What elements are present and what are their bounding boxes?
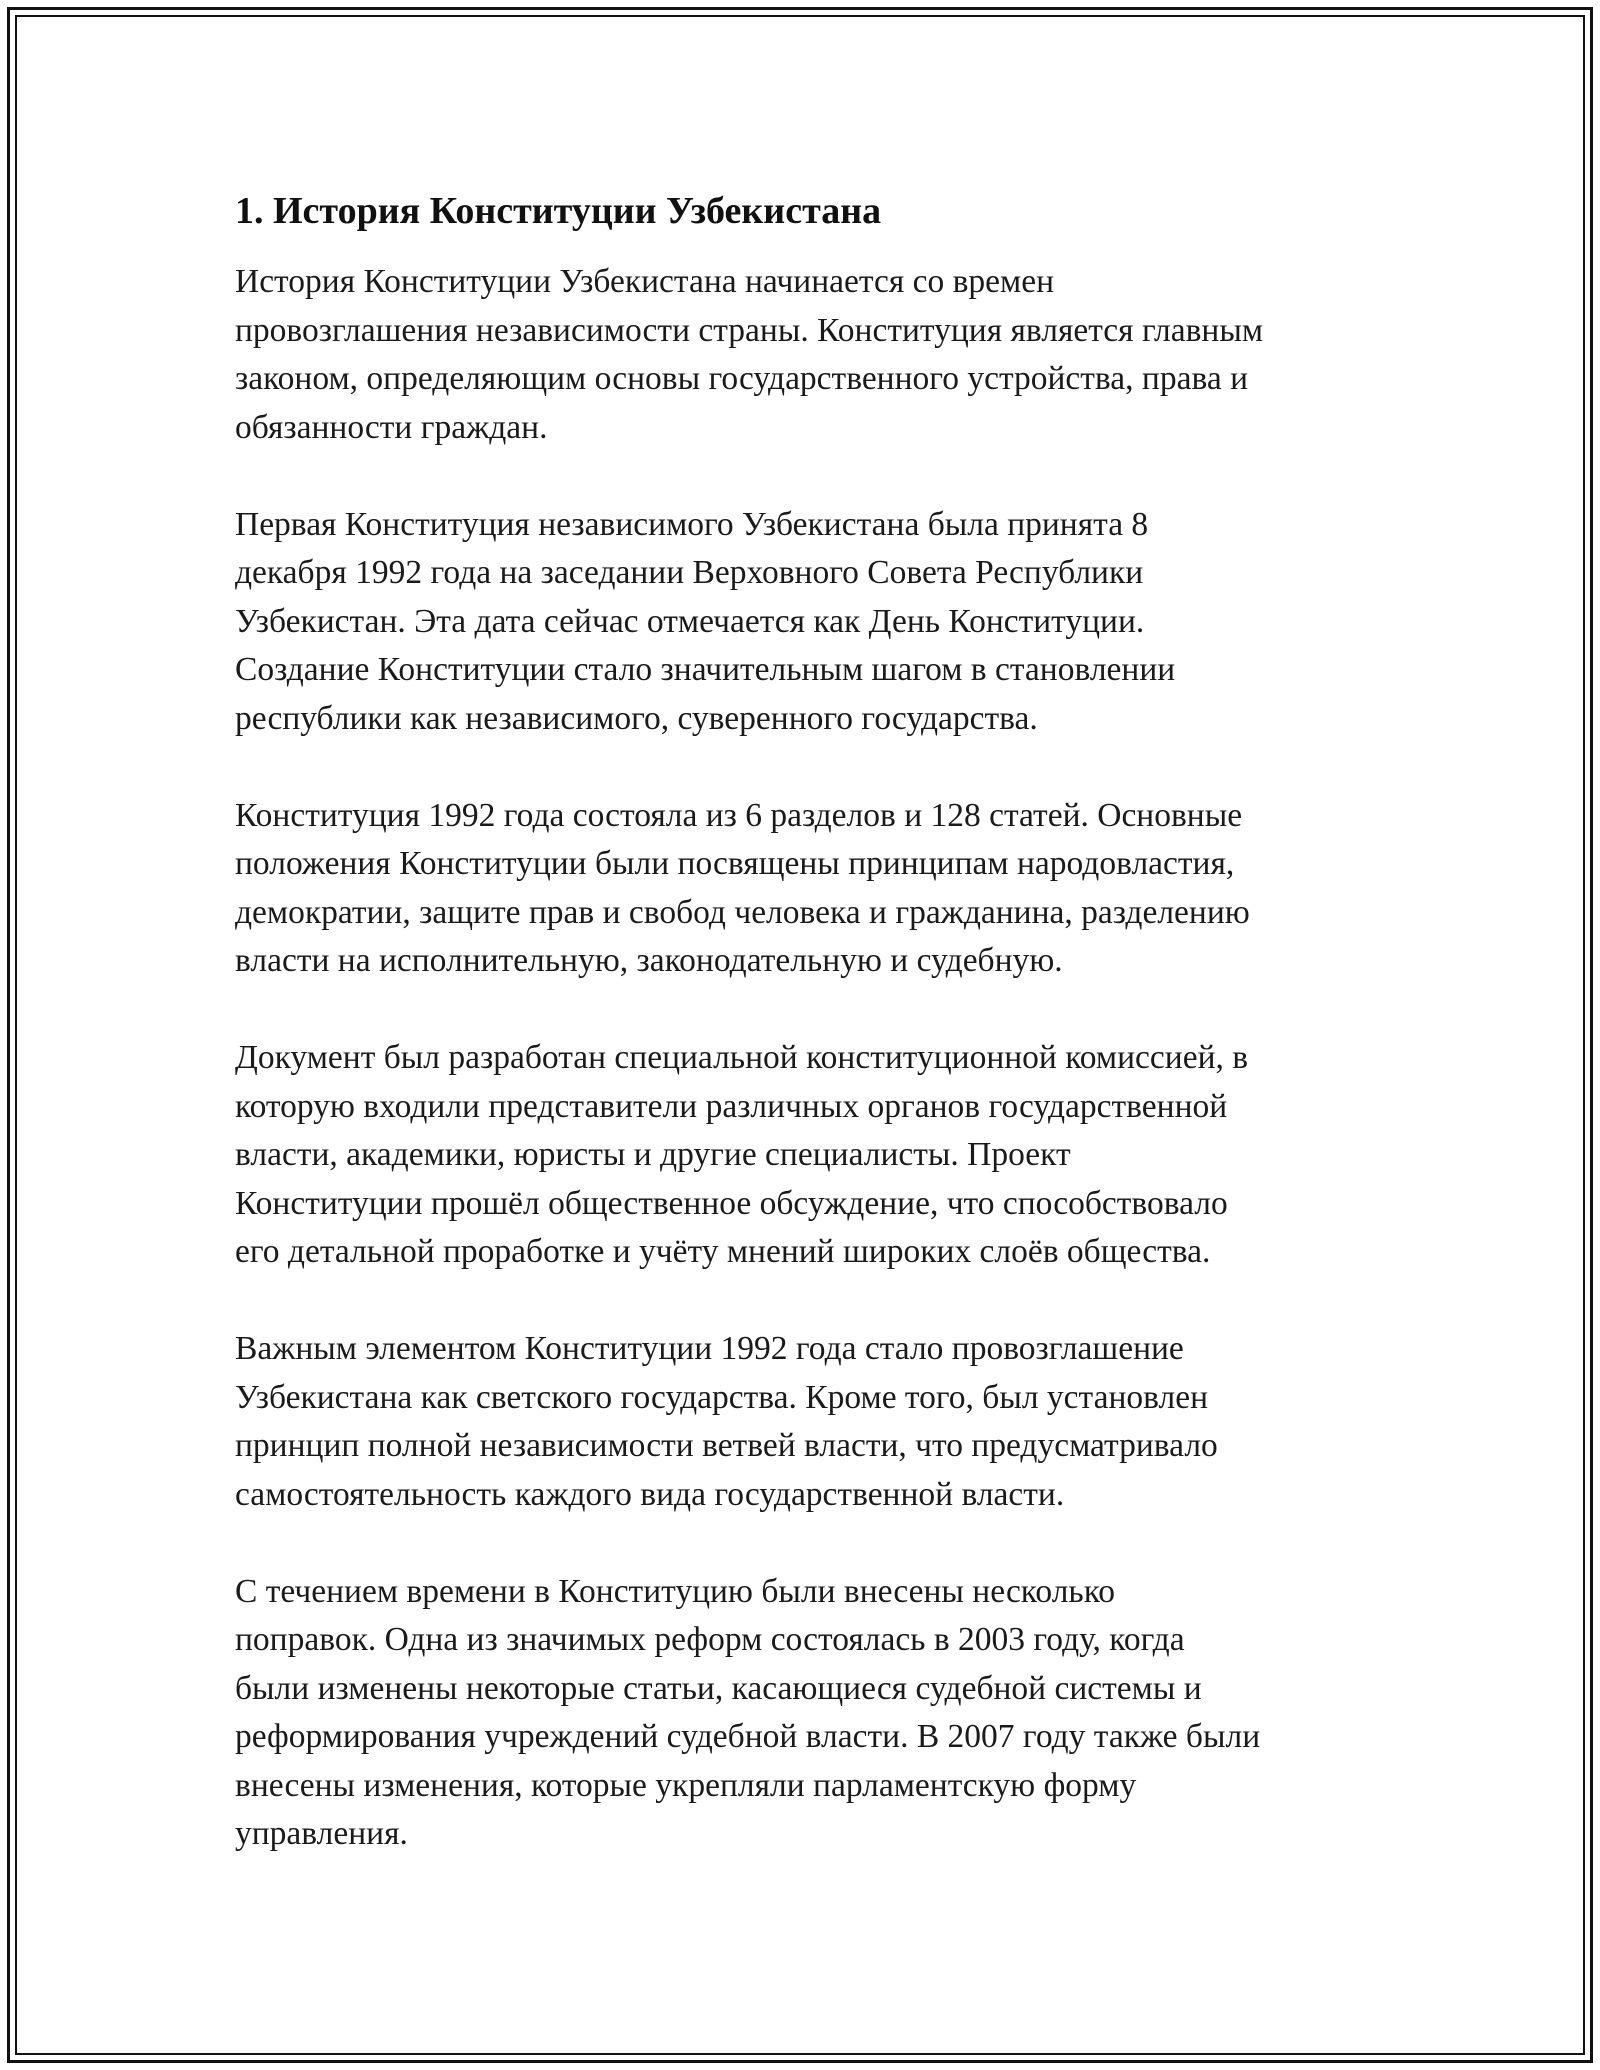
paragraph-3 <box>235 792 1375 986</box>
paragraph-1 <box>235 258 1375 452</box>
paragraph-line: власти, академики, юристы и другие специалисты. Проект <box>235 1136 1071 1173</box>
paragraph-line: Конституции прошёл общественное обсуждение, что способствовало <box>235 1184 1228 1222</box>
paragraph-2 <box>235 501 1375 744</box>
paragraph-line: провозглашения независимости страны. Конституция является главным <box>235 311 1264 349</box>
paragraph-line: положения Конституции были посвящены принципам народовластия, <box>235 845 1235 882</box>
paragraph-line: самостоятельность каждого вида государственной власти. <box>235 1475 1065 1513</box>
paragraph-line: были изменены некоторые статьи, касающиеся судебной системы и <box>235 1669 1202 1707</box>
paragraph-line: демократии, защите прав и свобод человека и гражданина, разделению <box>235 893 1250 931</box>
paragraph-line: обязанности граждан. <box>235 408 548 446</box>
paragraph-line: внесены изменения, которые укрепляли парламентскую форму <box>235 1766 1137 1804</box>
paragraph-line: Важным элементом Конституции 1992 года стало провозглашение <box>235 1330 1184 1367</box>
paragraph-line: республики как независимого, суверенного государства. <box>235 699 1038 737</box>
paragraph-line: законом, определяющим основы государственного устройства, права и <box>235 360 1249 397</box>
paragraph-line: власти на исполнительную, законодательную и судебную. <box>235 942 1063 979</box>
paragraph-line: С течением времени в Конституцию были внесены несколько <box>235 1572 1116 1610</box>
section-heading: 1. История Конституции Узбекистана <box>235 190 882 232</box>
paragraph-line: История Конституции Узбекистана начинается со времен <box>235 263 1055 300</box>
document-body <box>235 186 1375 1907</box>
paragraph-line: Создание Конституции стало значительным шагом в становлении <box>235 651 1176 688</box>
paragraph-line: принцип полной независимости ветвей власти, что предусматривало <box>235 1427 1218 1464</box>
paragraph-line: Конституция 1992 года состояла из 6 разделов и 128 статей. Основные <box>235 796 1243 834</box>
paragraph-line: Узбекистана как светского государства. Кроме того, был установлен <box>235 1378 1209 1416</box>
paragraph-line: его детальной проработке и учёту мнений широких слоёв общества. <box>235 1233 1211 1270</box>
paragraph-line: Узбекистан. Эта дата сейчас отмечается как День Конституции. <box>235 602 1145 640</box>
paragraph-6 <box>235 1568 1375 1859</box>
paragraph-line: поправок. Одна из значимых реформ состоялась в 2003 году, когда <box>235 1621 1185 1658</box>
paragraph-line: которую входили представители различных органов государственной <box>235 1087 1228 1125</box>
paragraph-line: реформирования учреждений судебной власти. В 2007 году также были <box>235 1718 1261 1755</box>
paragraph-line: управления. <box>235 1815 408 1852</box>
paragraph-5 <box>235 1325 1375 1519</box>
paragraph-4 <box>235 1034 1375 1277</box>
paragraph-line: декабря 1992 года на заседании Верховного Совета Республики <box>235 554 1144 591</box>
paragraph-line: Документ был разработан специальной конституционной комиссией, в <box>235 1039 1249 1076</box>
paragraph-line: Первая Конституция независимого Узбекистана была принята 8 <box>235 505 1149 543</box>
